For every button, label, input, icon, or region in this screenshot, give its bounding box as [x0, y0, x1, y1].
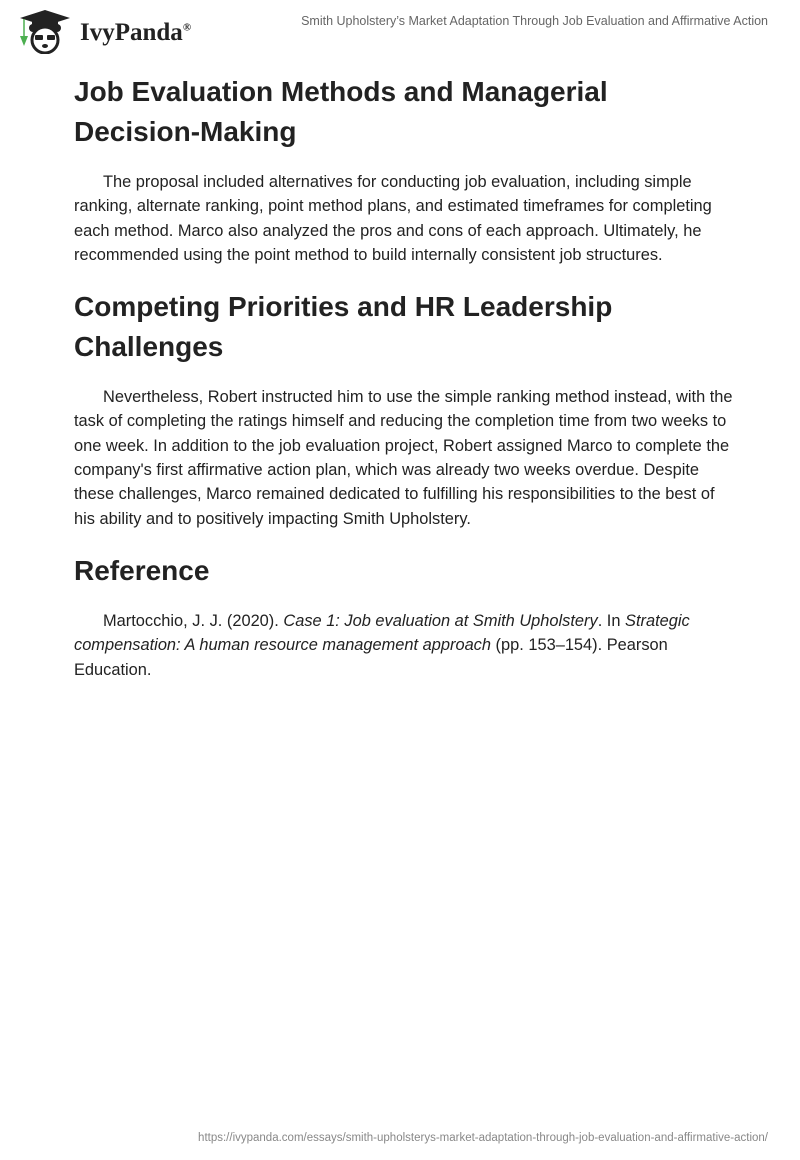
panda-graduate-icon — [16, 8, 74, 54]
reference-heading: Reference — [74, 554, 210, 586]
reference-entry — [74, 609, 734, 682]
ivypanda-logo[interactable] — [16, 8, 191, 54]
document-title: Smith Upholstery’s Market Adaptation Through Job Evaluation and Affirmative Action — [301, 14, 768, 28]
reference-publisher: (pp. 153–154). Pearson Education. — [74, 636, 668, 679]
section-heading: Competing Priorities and HR Leadership Challenges — [74, 291, 613, 363]
section-heading: Job Evaluation Methods and Managerial Decision-Making — [74, 76, 608, 147]
section-paragraph: The proposal included alternatives for conducting job evaluation, including simple ranking, alternate ranking, point method plans, and estimated timeframes for completing each method. Marco also analyzed the pros and cons of each approach. Ultimately, he recommended using the point method to build internally consistent job structures. — [74, 173, 712, 264]
reference-case-title: Case 1: Job evaluation at Smith Upholstery — [283, 611, 598, 630]
reference-book-title: Strategic compensation: A human resource management approach — [74, 611, 690, 655]
source-url[interactable]: https://ivypanda.com/essays/smith-upholsterys-market-adaptation-through-job-evaluation-and-affirmative-action/ — [198, 1132, 768, 1144]
section-paragraph: Nevertheless, Robert instructed him to use the simple ranking method instead, with the task of completing the ratings himself and reducing the completion time from two weeks to one week. In addition to the job evaluation project, Robert assigned Marco to complete the company's first affirmative action plan, which was already two weeks overdue. Despite these challenges, Marco remained dedicated to fulfilling his responsibilities to the best of his ability and to positively impacting Smith Upholstery. — [74, 388, 733, 528]
registered-mark: ® — [182, 21, 192, 34]
reference-in: . In — [597, 611, 626, 630]
essay-content — [74, 72, 734, 702]
reference-author: Martocchio, J. J. (2020). — [103, 611, 284, 630]
logo-text: IvyPanda — [80, 19, 183, 46]
